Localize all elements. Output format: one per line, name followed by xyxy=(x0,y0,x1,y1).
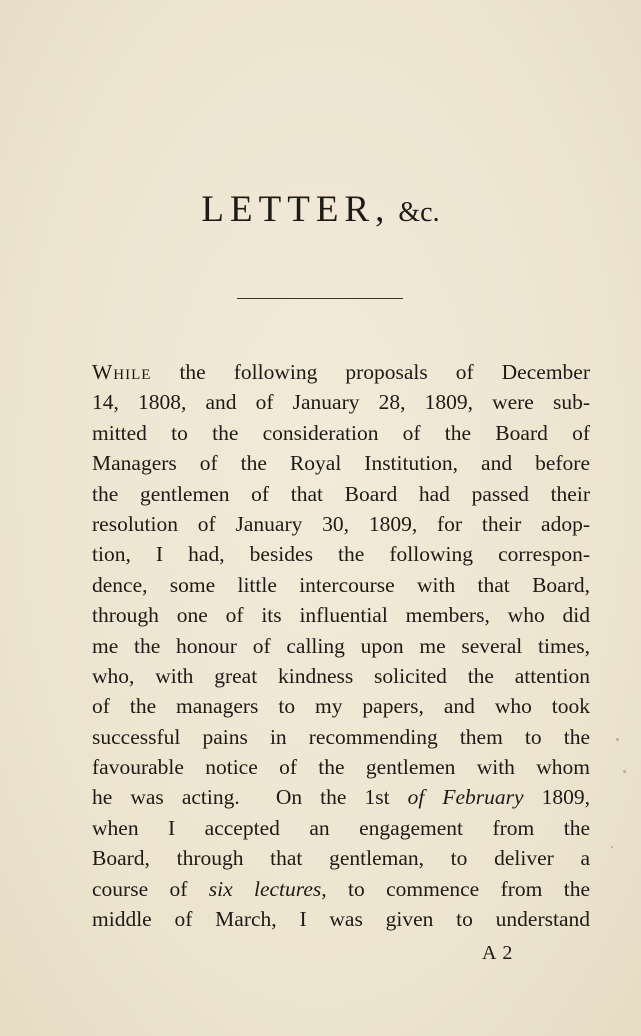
text-line: me the honour of calling upon me several times, xyxy=(92,633,590,658)
line-text: he was acting. On the 1st xyxy=(92,785,408,810)
body-text xyxy=(92,357,590,934)
text-line: favourable notice of the gentlemen with whom xyxy=(92,755,590,780)
paper-speck xyxy=(616,738,619,741)
text-line: dence, some little intercourse with that Board, xyxy=(92,572,590,597)
text-line: Managers of the Royal Institution, and before xyxy=(92,451,590,476)
text-line: of the managers to my papers, and who took xyxy=(92,694,590,719)
page-heading xyxy=(0,188,641,231)
text-line: 14, 1808, and of January 28, 1809, were sub- xyxy=(92,390,590,415)
text-line xyxy=(92,874,590,904)
line-text: the following proposals of December xyxy=(151,360,590,384)
heading-word: LETTER, xyxy=(201,189,391,230)
text-line: middle of March, I was given to understand xyxy=(92,907,590,932)
italic-text: of February xyxy=(407,785,524,810)
text-line: tion, I had, besides the following correspon- xyxy=(92,542,590,567)
line-text: to commence from the xyxy=(326,876,590,901)
text-line: through one of its influential members, who did xyxy=(92,603,590,628)
text-line xyxy=(92,782,590,812)
italic-text: six lectures, xyxy=(208,876,327,901)
text-line: resolution of January 30, 1809, for their adop- xyxy=(92,511,590,536)
line-text: 1809, xyxy=(523,785,590,810)
paper-speck xyxy=(623,770,626,773)
text-line: when I accepted an engagement from the xyxy=(92,815,590,840)
paper-speck xyxy=(611,846,613,848)
text-line: mitted to the consideration of the Board of xyxy=(92,420,590,445)
text-line: who, with great kindness solicited the attention xyxy=(92,663,590,688)
signature-mark: A 2 xyxy=(482,942,514,964)
heading-etc: &c. xyxy=(398,197,440,228)
text-line: successful pains in recommending them to the xyxy=(92,724,590,749)
text-line: the gentlemen of that Board had passed their xyxy=(92,481,590,506)
heading-rule xyxy=(237,298,403,299)
opening-word: While xyxy=(92,360,152,384)
line-text: course of xyxy=(92,876,209,901)
text-line: Board, through that gentleman, to deliver a xyxy=(92,846,590,871)
text-line xyxy=(92,357,590,387)
